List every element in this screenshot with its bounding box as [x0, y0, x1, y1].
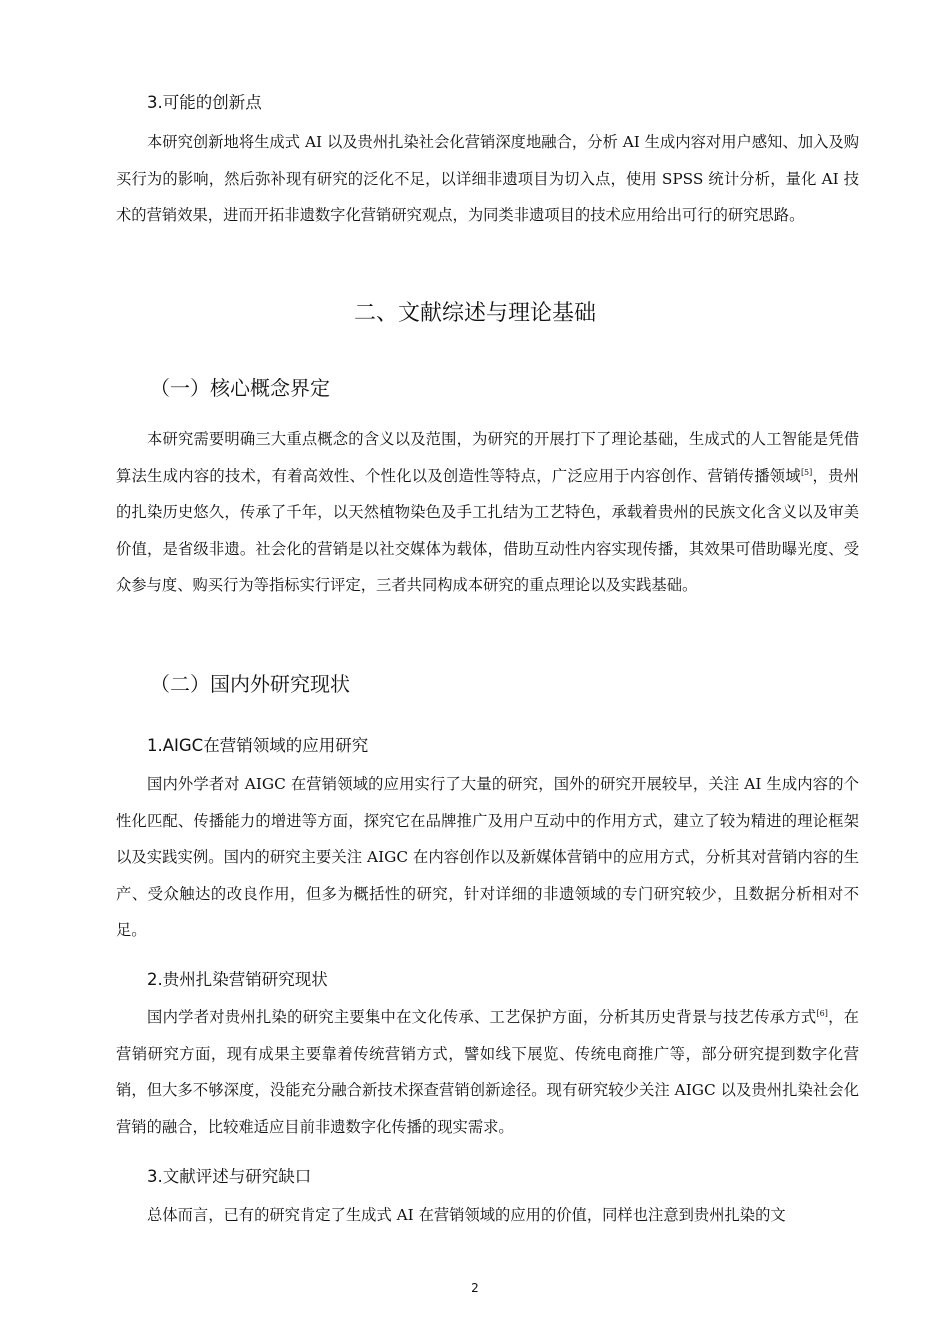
- guizhou-paragraph: [116, 999, 859, 1145]
- guizhou-text-b: ，在营销研究方面，现有成果主要靠着传统营销方式，譬如线下展览、传统电商推广等，部分研究提到数字化营销，但大多不够深度，没能充分融合新技术探查营销创新途径。现有研究较少关注 AIGC 以及贵州扎染社会化营销的融合，比较难适应目前非遗数字化传播的现实需求。: [116, 1008, 859, 1136]
- page-number: 2: [471, 1281, 479, 1295]
- review-paragraph: 总体而言，已有的研究肯定了生成式 AI 在营销领域的应用的价值，同样也注意到贵州扎染的文: [147, 1206, 786, 1224]
- aigc-heading: 1.AIGC在营销领域的应用研究: [147, 736, 369, 755]
- citation-ref-6: [6]: [816, 1009, 828, 1018]
- core-concepts-heading: （一）核心概念界定: [150, 376, 330, 400]
- citation-ref-5: [5]: [800, 467, 813, 477]
- research-status-heading: （二）国内外研究现状: [150, 672, 350, 696]
- innovation-paragraph: 本研究创新地将生成式 AI 以及贵州扎染社会化营销深度地融合，分析 AI 生成内容对用户感知、加入及购买行为的影响，然后弥补现有研究的泛化不足，以详细非遗项目为切入点，使用 SPSS 统计分析，量化 AI 技术的营销效果，进而开拓非遗数字化营销研究观点，为同类非遗项目的技术应用给出可行的研究思路。: [116, 133, 859, 224]
- review-heading: 3.文献评述与研究缺口: [147, 1167, 312, 1186]
- core-concepts-paragraph: [116, 421, 859, 604]
- core-concepts-text-a: 本研究需要明确三大重点概念的含义以及范围，为研究的开展打下了理论基础，生成式的人工智能是凭借算法生成内容的技术，有着高效性、个性化以及创造性等特点，广泛应用于内容创作、营销传播领域: [116, 430, 859, 485]
- innovation-heading: 3.可能的创新点: [147, 93, 262, 112]
- chapter-title: 二、文献综述与理论基础: [353, 301, 596, 326]
- guizhou-text-a: 国内学者对贵州扎染的研究主要集中在文化传承、工艺保护方面，分析其历史背景与技艺传承方式: [147, 1008, 817, 1026]
- guizhou-heading: 2.贵州扎染营销研究现状: [147, 970, 328, 989]
- aigc-paragraph: 国内外学者对 AIGC 在营销领域的应用实行了大量的研究，国外的研究开展较早，关注 AI 生成内容的个性化匹配、传播能力的增进等方面，探究它在品牌推广及用户互动中的作用方式，建立了较为精进的理论框架以及实践实例。国内的研究主要关注 AIGC 在内容创作以及新媒体营销中的应用方式，分析其对营销内容的生产、受众触达的改良作用，但多为概括性的研究，针对详细的非遗领域的专门研究较少，且数据分析相对不足。: [116, 775, 859, 939]
- core-concepts-text-b: ，贵州的扎染历史悠久，传承了千年，以天然植物染色及手工扎结为工艺特色，承载着贵州的民族文化含义以及审美价值，是省级非遗。社会化的营销是以社交媒体为载体，借助互动性内容实现传播，其效果可借助曝光度、受众参与度、购买行为等指标实行评定，三者共同构成本研究的重点理论以及实践基础。: [116, 466, 859, 594]
